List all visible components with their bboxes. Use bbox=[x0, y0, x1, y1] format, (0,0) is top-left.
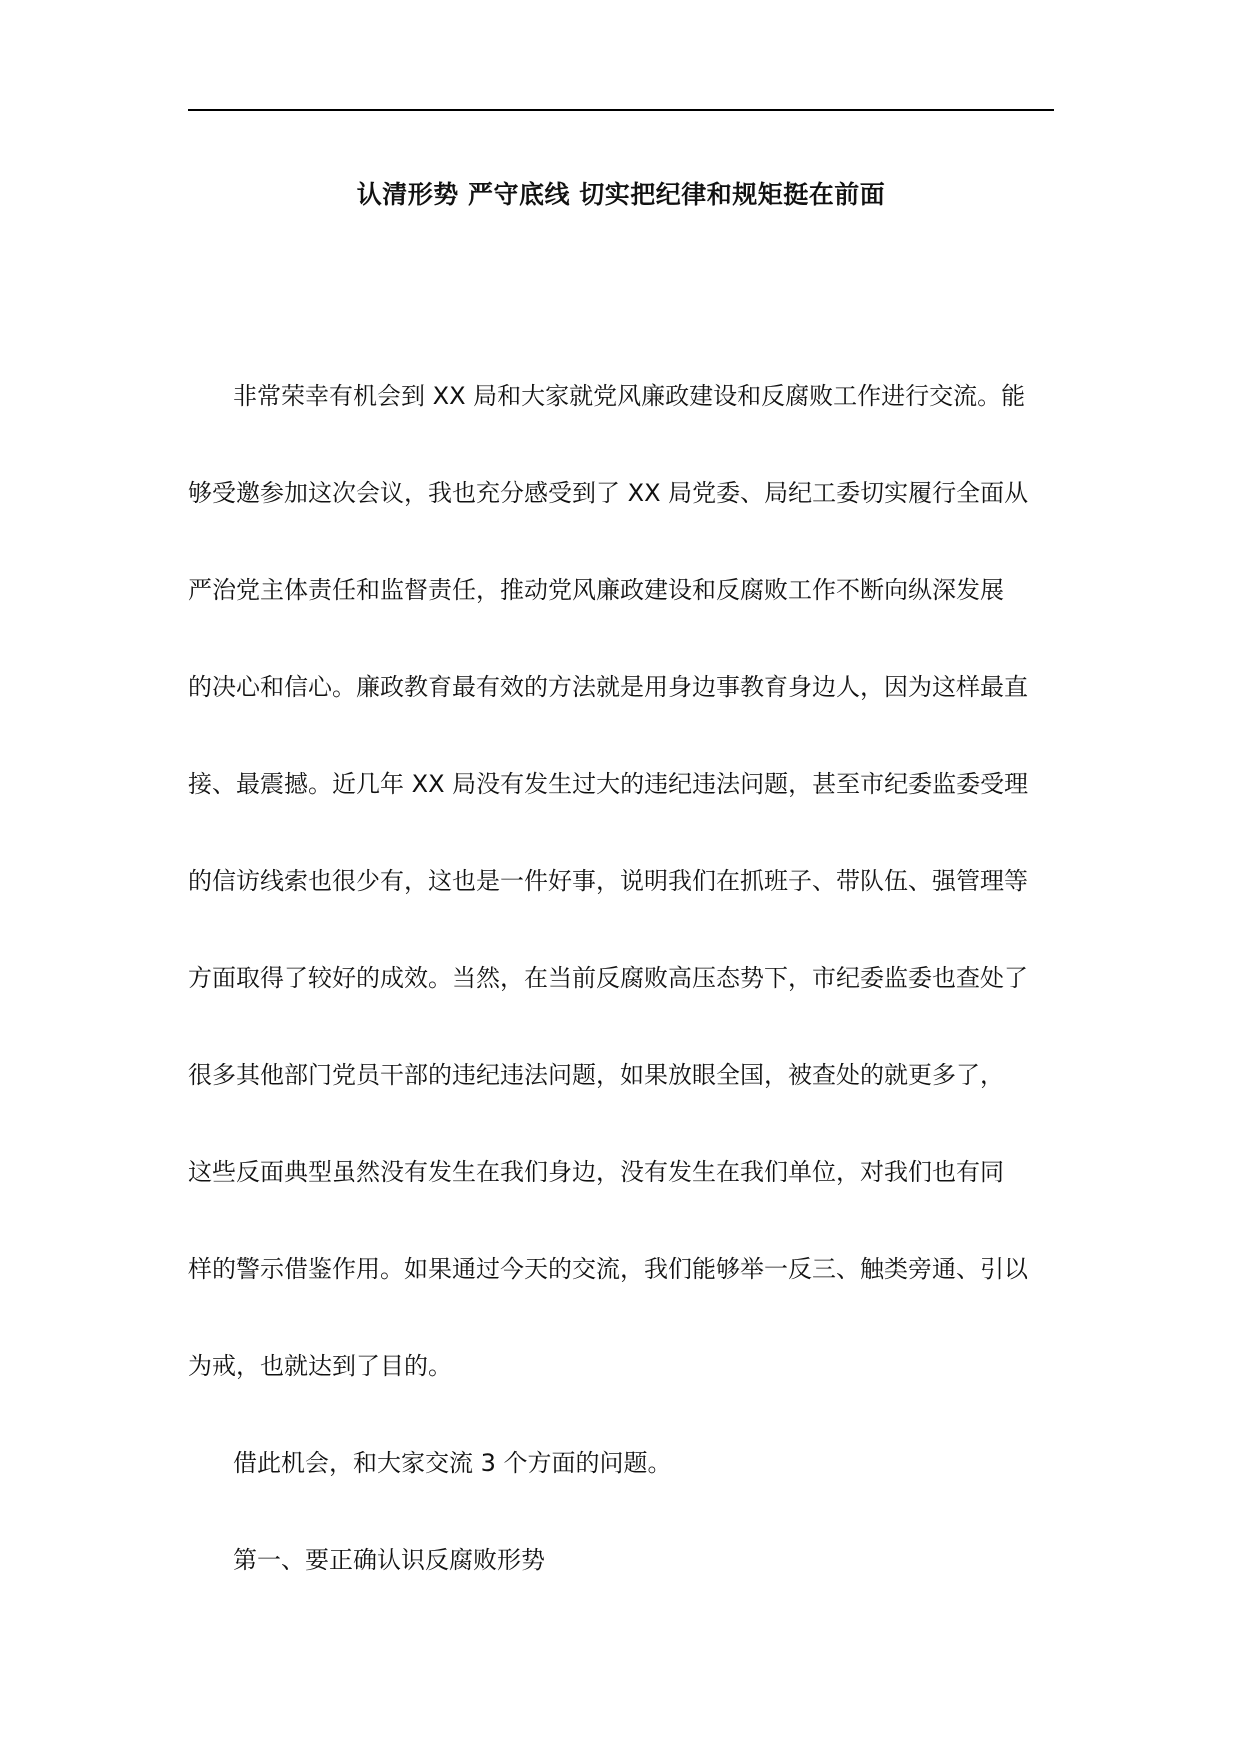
paragraph-line: 为戒，也就达到了目的。 bbox=[188, 1352, 452, 1380]
section-heading: 第一、要正确认识反腐败形势 bbox=[233, 1546, 545, 1574]
paragraph-line: 非常荣幸有机会到 XX 局和大家就党风廉政建设和反腐败工作进行交流。能 bbox=[233, 382, 1026, 410]
header-rule bbox=[188, 109, 1054, 111]
document-body bbox=[188, 348, 1054, 1609]
paragraph-line: 方面取得了较好的成效。当然，在当前反腐败高压态势下，市纪委监委也查处了 bbox=[188, 964, 1028, 992]
document-title: 认清形势 严守底线 切实把纪律和规矩挺在前面 bbox=[356, 180, 886, 209]
paragraph-line: 的信访线索也很少有，这也是一件好事，说明我们在抓班子、带队伍、强管理等 bbox=[188, 867, 1028, 895]
paragraph-line: 的决心和信心。廉政教育最有效的方法就是用身边事教育身边人，因为这样最直 bbox=[188, 673, 1028, 701]
paragraph-3 bbox=[188, 1512, 1054, 1609]
paragraph-line: 够受邀参加这次会议，我也充分感受到了 XX 局党委、局纪工委切实履行全面从 bbox=[188, 479, 1029, 507]
paragraph-line: 很多其他部门党员干部的违纪违法问题，如果放眼全国，被查处的就更多了， bbox=[188, 1061, 1004, 1089]
paragraph-line: 借此机会，和大家交流 3 个方面的问题。 bbox=[233, 1449, 672, 1477]
paragraph-1 bbox=[188, 348, 1054, 1415]
paragraph-line: 这些反面典型虽然没有发生在我们身边，没有发生在我们单位，对我们也有同 bbox=[188, 1158, 1004, 1186]
paragraph-line: 样的警示借鉴作用。如果通过今天的交流，我们能够举一反三、触类旁通、引以 bbox=[188, 1255, 1028, 1283]
paragraph-line: 接、最震撼。近几年 XX 局没有发生过大的违纪违法问题，甚至市纪委监委受理 bbox=[188, 770, 1029, 798]
paragraph-line: 严治党主体责任和监督责任，推动党风廉政建设和反腐败工作不断向纵深发展 bbox=[188, 576, 1004, 604]
paragraph-2 bbox=[188, 1415, 1054, 1512]
